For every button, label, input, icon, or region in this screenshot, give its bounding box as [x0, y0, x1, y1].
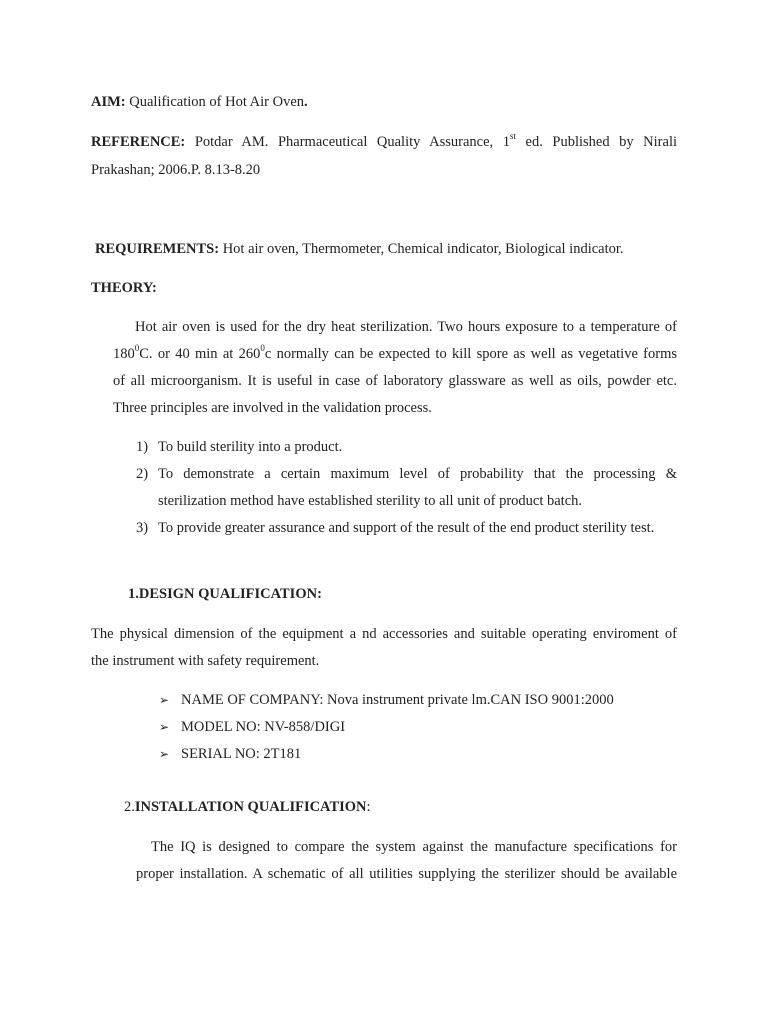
requirements-text: Hot air oven, Thermometer, Chemical indicator, Biological indicator.	[222, 241, 624, 257]
aim-line	[91, 93, 308, 111]
design-qualification-heading	[128, 585, 322, 603]
design-para-line-2: the instrument with safety requirement.	[91, 653, 320, 669]
installation-line-1: The IQ is designed to compare the system against the manufacture specifications for	[151, 839, 677, 855]
reference-sup: st	[509, 131, 516, 142]
theory-heading-text: THEORY:	[91, 280, 157, 296]
reference-line-2: Prakashan; 2006.P. 8.13-8.20	[91, 162, 261, 178]
installation-heading-num: 2.	[124, 799, 135, 815]
design-para-line-1: The physical dimension of the equipment a nd accessories and suitable operating enviroment of	[91, 626, 677, 642]
theory-line-2	[113, 345, 677, 363]
list-item-text: To provide greater assurance and support of the result of the end product sterility test.	[158, 520, 655, 536]
list-item-number: 1)	[136, 439, 149, 455]
installation-line-2: proper installation. A schematic of all utilities supplying the sterilizer should be available	[136, 866, 677, 882]
arrow-bullet-icon: ➢	[159, 747, 170, 761]
aim-text: Qualification of Hot Air Oven	[129, 94, 305, 110]
theory-heading	[91, 279, 157, 297]
theory-line-4: Three principles are involved in the validation process.	[113, 400, 432, 416]
list-item-text: To build sterility into a product.	[158, 439, 343, 455]
list-item-number: 3)	[136, 520, 149, 536]
aim-label: AIM:	[91, 94, 126, 110]
theory-line-3: of all microorganism. It is useful in case of laboratory glassware as well as oils, powder etc.	[113, 373, 677, 389]
theory-temp-c: c normally can be expected to kill spore as well as vegetative forms	[264, 346, 677, 362]
arrow-bullet-icon: ➢	[159, 693, 170, 707]
reference-label: REFERENCE:	[91, 134, 186, 150]
installation-heading-text: INSTALLATION QUALIFICATION	[134, 799, 367, 815]
installation-qualification-heading	[124, 798, 371, 816]
theory-degree-1: 0	[134, 343, 140, 354]
requirements-label: REQUIREMENTS:	[95, 241, 220, 257]
aim-period: .	[304, 94, 308, 110]
bullet-serial: SERIAL NO: 2T181	[181, 746, 302, 762]
bullet-model: MODEL NO: NV-858/DIGI	[181, 719, 346, 735]
installation-heading-colon: :	[366, 799, 371, 815]
list-item-text: To demonstrate a certain maximum level of probability that the processing &	[158, 466, 677, 482]
theory-line-1: Hot air oven is used for the dry heat sterilization. Two hours exposure to a temperature of	[135, 319, 677, 335]
design-qualification-heading-text: 1.DESIGN QUALIFICATION:	[128, 586, 322, 602]
requirements-line	[95, 240, 624, 258]
bullet-company: NAME OF COMPANY: Nova instrument private lm.CAN ISO 9001:2000	[181, 692, 614, 708]
theory-degree-2: 0	[260, 343, 265, 354]
arrow-bullet-icon: ➢	[159, 720, 170, 734]
theory-temp-a: 180	[113, 346, 135, 362]
reference-line-1	[91, 133, 677, 151]
theory-temp-b: C. or 40 min at 260	[139, 346, 261, 362]
list-item-number: 2)	[136, 466, 149, 482]
list-item-text-continued: sterilization method have established sterility to all unit of product batch.	[158, 493, 583, 509]
reference-text-b: ed. Published by Nirali	[515, 134, 677, 150]
reference-text-a: Potdar AM. Pharmaceutical Quality Assurance, 1	[194, 134, 510, 150]
